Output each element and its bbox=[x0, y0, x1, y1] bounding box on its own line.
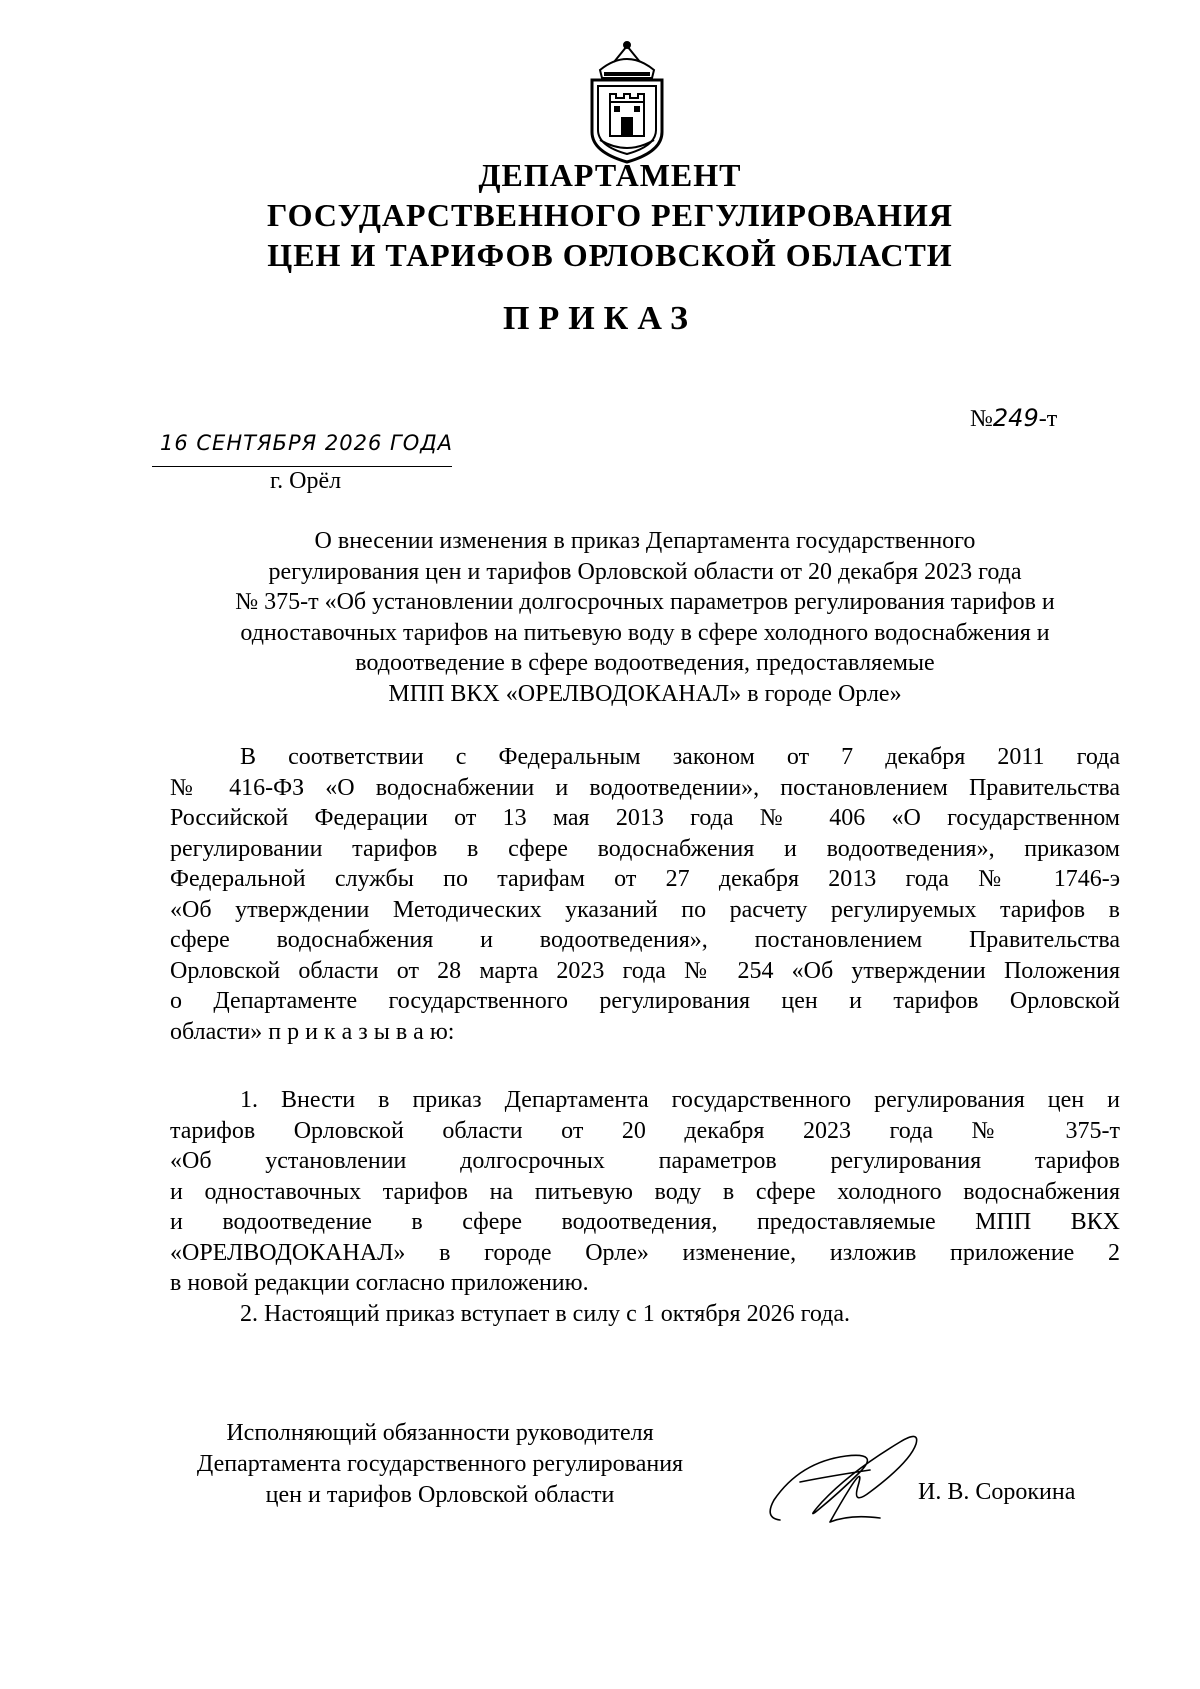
subject-line: О внесении изменения в приказ Департамента государственного bbox=[314, 528, 976, 554]
item-line: «Об установлении долгосрочных параметров регулирования тарифов bbox=[170, 1148, 1120, 1174]
signatory-position bbox=[160, 1418, 720, 1511]
preamble-line: сфере водоснабжения и водоотведения», постановлением Правительства bbox=[170, 927, 1120, 953]
subject-line: № 375-т «Об установлении долгосрочных параметров регулирования тарифов и bbox=[235, 589, 1055, 615]
subject-line: одноставочных тарифов на питьевую воду в сфере холодного водоснабжения и bbox=[240, 619, 1050, 646]
item-line: и водоотведение в сфере водоотведения, предоставляемые МПП ВКХ bbox=[170, 1209, 1120, 1235]
preamble-line: Орловской области от 28 марта 2023 года № 254 «Об утверждении Положения bbox=[170, 957, 1120, 984]
item-line: в новой редакции согласно приложению. bbox=[170, 1270, 589, 1296]
preamble-line: «Об утверждении Методических указаний по расчету регулируемых тарифов в bbox=[170, 896, 1120, 923]
department-title bbox=[150, 155, 1070, 275]
preamble-paragraph bbox=[170, 742, 1120, 1047]
department-title-line: ЦЕН И ТАРИФОВ ОРЛОВСКОЙ ОБЛАСТИ bbox=[267, 237, 953, 273]
order-subject bbox=[170, 526, 1120, 709]
order-item-1 bbox=[170, 1085, 1120, 1299]
item-line: и одноставочных тарифов на питьевую воду в сфере холодного водоснабжения bbox=[170, 1178, 1120, 1205]
number-handwritten: 249 bbox=[992, 404, 1039, 432]
signer-name: И. В. Сорокина bbox=[918, 1479, 1076, 1505]
coat-of-arms-emblem bbox=[580, 40, 674, 166]
preamble-line: В соответствии с Федеральным законом от 7 декабря 2011 года bbox=[240, 744, 1120, 770]
number-suffix: -т bbox=[1038, 406, 1058, 432]
number-prefix: № bbox=[970, 406, 993, 432]
preamble-line: Российской Федерации от 13 мая 2013 года № 406 «О государственном bbox=[170, 805, 1120, 831]
order-item-2 bbox=[170, 1299, 1120, 1330]
preamble-line: № 416-ФЗ «О водоснабжении и водоотведении», постановлением Правительства bbox=[170, 774, 1120, 801]
item-line: тарифов Орловской области от 20 декабря 2023 года № 375-т bbox=[170, 1117, 1120, 1144]
preamble-line: Федеральной службы по тарифам от 27 декабря 2013 года № 1746-э bbox=[170, 866, 1120, 892]
order-title: ПРИКАЗ bbox=[503, 300, 697, 337]
position-line: цен и тарифов Орловской области bbox=[265, 1482, 615, 1508]
preamble-line: о Департаменте государственного регулирования цен и тарифов Орловской bbox=[170, 988, 1120, 1014]
position-line: Департамента государственного регулирования bbox=[196, 1451, 684, 1477]
department-title-line: ДЕПАРТАМЕНТ bbox=[478, 157, 742, 193]
position-line: Исполняющий обязанности руководителя bbox=[226, 1420, 654, 1446]
subject-line: водоотведение в сфере водоотведения, предоставляемые bbox=[355, 650, 935, 676]
preamble-line: регулировании тарифов в сфере водоснабжения и водоотведения», приказом bbox=[170, 835, 1120, 862]
item-line: 2. Настоящий приказ вступает в силу с 1 октября 2026 года. bbox=[240, 1301, 851, 1327]
city: г. Орёл bbox=[270, 468, 342, 494]
subject-line: МПП ВКХ «ОРЕЛВОДОКАНАЛ» в городе Орле» bbox=[388, 680, 902, 707]
subject-line: регулирования цен и тарифов Орловской области от 20 декабря 2023 года bbox=[268, 558, 1022, 585]
item-line: «ОРЕЛВОДОКАНАЛ» в городе Орле» изменение, изложив приложение 2 bbox=[170, 1239, 1120, 1266]
handwritten-signature bbox=[760, 1422, 930, 1532]
order-number bbox=[970, 404, 1057, 433]
department-title-line: ГОСУДАРСТВЕННОГО РЕГУЛИРОВАНИЯ bbox=[267, 197, 953, 233]
date-underline bbox=[152, 466, 452, 467]
date-handwritten: 16 СЕНТЯБРЯ 2026 ГОДА bbox=[160, 431, 453, 455]
item-line: 1. Внести в приказ Департамента государственного регулирования цен и bbox=[240, 1087, 1120, 1113]
preamble-line: области» п р и к а з ы в а ю: bbox=[170, 1018, 455, 1045]
